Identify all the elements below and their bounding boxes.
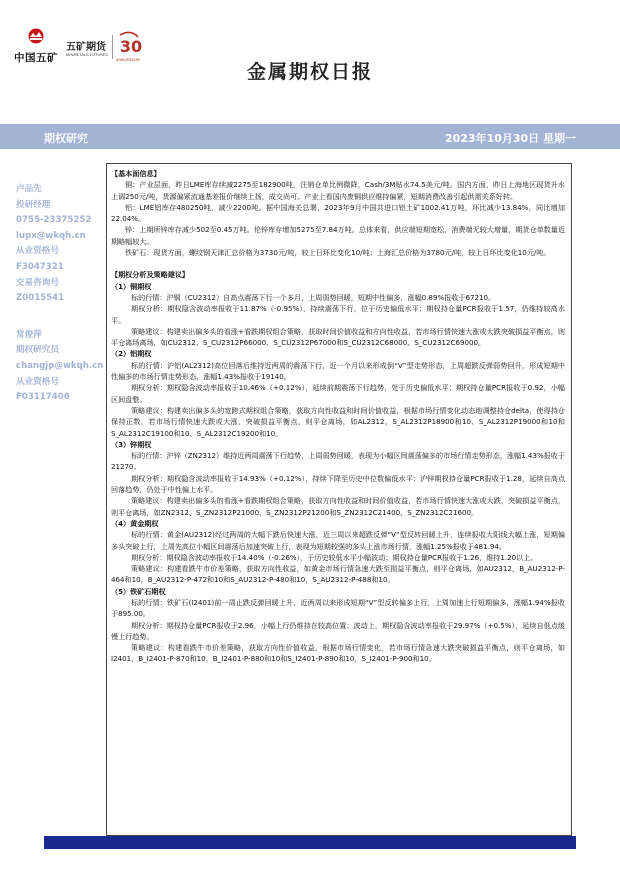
sidebar-line: 常俊萍 — [16, 329, 42, 340]
sidebar-line: changjp@wkqh.cn — [16, 360, 104, 371]
anniversary-sub: ANNIVERSARY — [116, 58, 140, 62]
banner-section-label: 期权研究 — [44, 132, 88, 145]
body-paragraph: 期权分析：期权隐含波动率报收于14.40%（-0.26%），于历史较低水平小幅波动；期权持仓量PCR报收于1.26，维持1.20以上。 — [131, 552, 538, 562]
body-paragraph: 标的行情：沪锌（ZN2312）维持近两周震荡下行趋势，上周弱势回暖，表现为小幅区间震荡偏多的市场行情走势形态，涨幅1.43%报收于21270。 — [111, 451, 565, 472]
sidebar-line: 从业资格号 — [16, 246, 59, 257]
section-heading: 【期权分析及策略建议】 — [111, 270, 190, 280]
body-paragraph: 期权分析：期权隐含波动率报收于14.93%（+0.12%），持续下降至历史中位数偏低水平；沪锌期权持仓量PCR报收于1.28，延续自高点回落趋势，仍处于中性偏上水平。 — [111, 473, 565, 495]
sidebar-line: 投研经理 — [16, 199, 51, 210]
sidebar-line: lupx@wkqh.cn — [16, 230, 86, 241]
sidebar-line: 期权研究员 — [16, 345, 59, 356]
body-paragraph: 期权分析：期权隐含波动率报收于10.46%（+0.12%），延续前期震荡下行趋势，处于历史偏低水平；期权持仓量PCR报收于0.92，小幅区间盘整。 — [111, 383, 565, 404]
logo-futures-name: 五矿期货 — [66, 42, 106, 53]
body-paragraph: 标的行情：铁矿石(I2401)前一周止跌反弹回暖上升，近两周以来形成短期“V”型反转偏多上行，上周加速上行短期偏多，涨幅1.94%报收于895.00。 — [111, 597, 565, 619]
page-title: 金属期权日报 — [246, 61, 373, 83]
sidebar-line: Z0015541 — [16, 293, 65, 304]
logo-company-name: 中国五矿 — [14, 52, 58, 64]
subsection-heading: （4）黄金期权 — [111, 518, 159, 528]
subsection-heading: （5）铁矿石期权 — [111, 586, 166, 596]
body-paragraph: 策略建议：构建卖出偏多头的看涨+看跌期权组合策略，获取时间价值收益和方向性收益，若市场行情快速大涨或大跌突破损益平衡点，则平仓离场离场，如CU2312、S_CU2312P66000、S_CU2312P67000和S_CU2312C68000、S_CU2312C69000。 — [111, 326, 565, 348]
body-paragraph: 铜：产业层面，昨日LME库存续减2275至182900吨，注销仓单比例微降，Cash/3M贴水74.5美元/吨。国内方面，昨日上海地区现货升水上调250元/吨，货源偏紧流通基差报价继续上扬，成交尚可。产业上看国内废铜供应维持偏紧，短期消费改善引起供需关系好转。 — [111, 180, 565, 201]
sidebar-line: 0755-23375252 — [16, 215, 92, 226]
body-paragraph: 策略建议：构建看跌牛市价差策略，获取方向性价值收益，根据市场行情变化，若市场行情急速大跌突破损益平衡点，则平仓离场，如I2401，B_I2401-P-870和10，B_I2401-P-880和10和S_I2401-P-890和10，S_I2401-P-900和10。 — [111, 643, 565, 664]
body-paragraph: 期权分析：期权持仓量PCR报收于2.96，小幅上行仍维持在较高位置；波动上，期权隐含波动率报收于29.97%（+0.5%），延续自低点缓慢上行趋势。 — [111, 620, 565, 641]
sidebar-line: F03117406 — [16, 392, 70, 403]
sidebar-line: 卢品先 — [16, 184, 42, 194]
report-body — [106, 163, 572, 836]
body-paragraph: 铁矿石：现货方面，螺纹钢天津汇总价格为3730元/吨，较上日环比变化10/吨；上海汇总价格为3780元/吨，较上日环比变化10元/吨。 — [125, 248, 551, 258]
logo-futures-en: MINMETALS FUTURES — [66, 53, 108, 57]
analyst-sidebar — [16, 182, 104, 406]
sidebar-gap — [16, 307, 104, 328]
body-paragraph: 策略建议：构建看跌牛市价差策略，获取方向性收益，如黄金市场行情急速大跌至损益平衡点，则平仓离场，如AU2312，B_AU2312-P-464和10，B_AU2312-P-472和10和S_AU2312-P-480和10，S_AU2312-P-488和10。 — [111, 564, 565, 585]
body-paragraph: 策略建议：构建卖出偏多头的宽跨式期权组合策略，获取方向性收益和时间价值收益，根据市场行情变化动态地调整持仓delta，使得持仓保持正数，若市场行情快速大跌或大涨，突破损益平衡点，则平仓离场，如AL2312、S_AL2312P18900和10、S_AL2312P19000和10和S_AL2312C19100和10、S_AL2312C19200和10。 — [111, 405, 565, 438]
subsection-heading: （2）铝期权 — [111, 349, 152, 359]
sidebar-line: F3047321 — [16, 261, 64, 272]
logo-divider — [112, 35, 113, 59]
sidebar-line: 交易咨询号 — [16, 277, 59, 288]
body-paragraph: 标的行情：沪铜（CU2312）自高点震荡下行一个多月，上周弱势回暖，短期中性偏多，涨幅0.89%报收于67210。 — [131, 292, 496, 302]
body-paragraph: 标的行情：黄金(AU2312)经过两周的大幅下跌后快速大涨，近三周以来超跌反弹“V”型反转回暖上升，连续报收大阳线大幅上涨，短期偏多头突破上行，上周先高位小幅区间震荡后加速突破上行，表现为短期较强的多头上涨市场行情，涨幅1.25%报收于481.94。 — [111, 530, 565, 551]
footer-bar — [44, 836, 576, 849]
body-paragraph: 标的行情：沪铝(AL2312)高位回落后维持近两周的震荡下行，近一个月以来形成倒“V”型走势形态，上周超跌反弹弱势回升，形成短期中性偏多的市场行情走势形态，涨幅1.43%报收于19140。 — [111, 360, 565, 382]
sidebar-line: 从业资格号 — [16, 376, 59, 387]
body-paragraph: 锌：上期所锌库存减少502至0.45万吨。伦锌库存增加5275至7.84万吨。总体来看，供应端短期宽松，消费端无较大增量，期货仓单数量近期略幅较大。 — [111, 225, 565, 246]
paragraph-spacer — [111, 258, 565, 269]
minmetals-futures-logo — [66, 38, 108, 57]
body-paragraph: 策略建议：构建卖出偏多头的看涨+看跌期权组合策略，获取方向性收益和时间价值收益，若市场行情快速大涨或大跌，突破损益平衡点，则平仓离场，如ZN2312、S_ZN2312P21000、S_ZN2312P21200和S_ZN2312C21400、S_ZN2312C21600。 — [111, 496, 565, 517]
section-heading: 【基本面信息】 — [111, 169, 161, 178]
china-minmetals-logo-icon — [26, 28, 46, 46]
banner-date: 2023年10月30日 星期一 — [444, 132, 576, 145]
anniversary-number: 30 — [119, 37, 143, 56]
subsection-heading: （1）铜期权 — [111, 281, 152, 291]
body-paragraph: 期权分析：期权隐含波动率报收于11.87%（-0.95%），持续震荡下行，位于历史偏低水平；期权持仓量PCR报收于1.57，仍维持较高水平。 — [111, 304, 565, 325]
body-paragraph: 铝：LME铝库存480250吨，减少2200吨。据中国海关总署，2023年9月中国共进口铝土矿1002.41万吨，环比减少13.84%，同比增加22.04%。 — [111, 202, 565, 224]
subsection-heading: （3）锌期权 — [111, 439, 152, 449]
